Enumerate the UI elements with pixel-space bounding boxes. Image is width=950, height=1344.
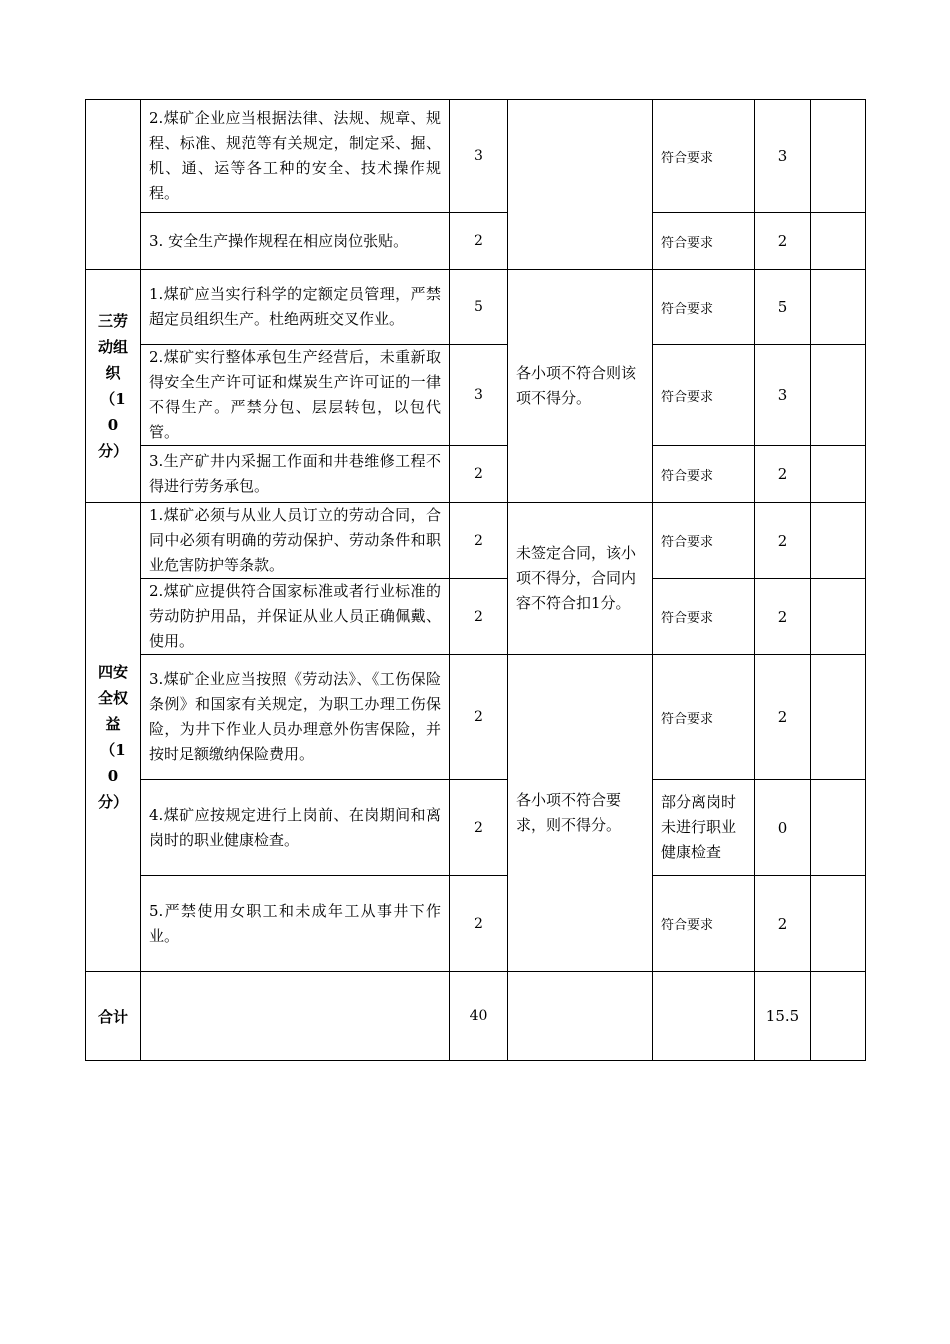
- table-row: [86, 876, 866, 972]
- scoring-criteria: 各小项不符合要求，则不得分。: [508, 655, 653, 972]
- category-labor-organization: 三劳动组织（10分）: [86, 270, 141, 503]
- check-result: 符合要求: [653, 100, 755, 213]
- standard-score: 3: [450, 100, 508, 213]
- score-obtained: 3: [755, 345, 811, 446]
- category-safety-rights: 四安全权益（10分）: [86, 503, 141, 972]
- standard-score: 2: [450, 876, 508, 972]
- table-row: [86, 579, 866, 655]
- table-row: [86, 100, 866, 213]
- total-label: 合计: [86, 972, 141, 1061]
- item-text: 1.煤矿必须与从业人员订立的劳动合同，合同中必须有明确的劳动保护、劳动条件和职业危害防护等条款。: [141, 503, 450, 579]
- standard-score: 2: [450, 446, 508, 503]
- standard-score: 2: [450, 655, 508, 780]
- check-result: 符合要求: [653, 446, 755, 503]
- item-text: 2.煤矿应提供符合国家标准或者行业标准的劳动防护用品，并保证从业人员正确佩戴、使用。: [141, 579, 450, 655]
- score-obtained: 2: [755, 213, 811, 270]
- remark-cell: [811, 972, 866, 1061]
- score-obtained: 2: [755, 876, 811, 972]
- remark-cell: [811, 503, 866, 579]
- item-text: 3.煤矿企业应当按照《劳动法》、《工伤保险条例》和国家有关规定，为职工办理工伤保险，为井下作业人员办理意外伤害保险，并按时足额缴纳保险费用。: [141, 655, 450, 780]
- check-result: 符合要求: [653, 876, 755, 972]
- remark-cell: [811, 100, 866, 213]
- standard-score: 2: [450, 503, 508, 579]
- score-obtained: 0: [755, 780, 811, 876]
- table-row: [86, 780, 866, 876]
- score-obtained: 5: [755, 270, 811, 345]
- table-row: [86, 270, 866, 345]
- score-obtained: 2: [755, 446, 811, 503]
- scoring-criteria: 未签定合同，该小项不得分，合同内容不符合扣1分。: [508, 503, 653, 655]
- table-row: [86, 345, 866, 446]
- total-score: 40: [450, 972, 508, 1061]
- remark-cell: [811, 579, 866, 655]
- item-text: 3. 安全生产操作规程在相应岗位张贴。: [141, 213, 450, 270]
- total-result-empty: [653, 972, 755, 1061]
- remark-cell: [811, 780, 866, 876]
- item-text: 5.严禁使用女职工和未成年工从事井下作业。: [141, 876, 450, 972]
- standard-score: 3: [450, 345, 508, 446]
- category-cell-empty: [86, 100, 141, 270]
- criteria-cell-empty: [508, 100, 653, 270]
- score-obtained: 2: [755, 503, 811, 579]
- check-result: 符合要求: [653, 270, 755, 345]
- score-obtained: 3: [755, 100, 811, 213]
- item-text: 2.煤矿实行整体承包生产经营后，未重新取得安全生产许可证和煤炭生产许可证的一律不得生产。严禁分包、层层转包，以包代管。: [141, 345, 450, 446]
- assessment-table: [85, 99, 866, 1061]
- standard-score: 5: [450, 270, 508, 345]
- remark-cell: [811, 270, 866, 345]
- total-item-empty: [141, 972, 450, 1061]
- item-text: 3.生产矿井内采掘工作面和井巷维修工程不得进行劳务承包。: [141, 446, 450, 503]
- check-result: 部分离岗时未进行职业健康检查: [653, 780, 755, 876]
- check-result: 符合要求: [653, 345, 755, 446]
- standard-score: 2: [450, 579, 508, 655]
- check-result: 符合要求: [653, 213, 755, 270]
- item-text: 1.煤矿应当实行科学的定额定员管理，严禁超定员组织生产。杜绝两班交叉作业。: [141, 270, 450, 345]
- remark-cell: [811, 213, 866, 270]
- remark-cell: [811, 345, 866, 446]
- remark-cell: [811, 655, 866, 780]
- total-obtained: 15.5: [755, 972, 811, 1061]
- total-row: [86, 972, 866, 1061]
- table-row: [86, 655, 866, 780]
- standard-score: 2: [450, 213, 508, 270]
- remark-cell: [811, 876, 866, 972]
- standard-score: 2: [450, 780, 508, 876]
- check-result: 符合要求: [653, 579, 755, 655]
- item-text: 2.煤矿企业应当根据法律、法规、规章、规程、标准、规范等有关规定，制定采、掘、机、通、运等各工种的安全、技术操作规程。: [141, 100, 450, 213]
- remark-cell: [811, 446, 866, 503]
- scoring-criteria: 各小项不符合则该项不得分。: [508, 270, 653, 503]
- table-row: [86, 503, 866, 579]
- score-obtained: 2: [755, 655, 811, 780]
- table-row: [86, 446, 866, 503]
- total-criteria-empty: [508, 972, 653, 1061]
- score-obtained: 2: [755, 579, 811, 655]
- table-row: [86, 213, 866, 270]
- check-result: 符合要求: [653, 503, 755, 579]
- item-text: 4.煤矿应按规定进行上岗前、在岗期间和离岗时的职业健康检查。: [141, 780, 450, 876]
- check-result: 符合要求: [653, 655, 755, 780]
